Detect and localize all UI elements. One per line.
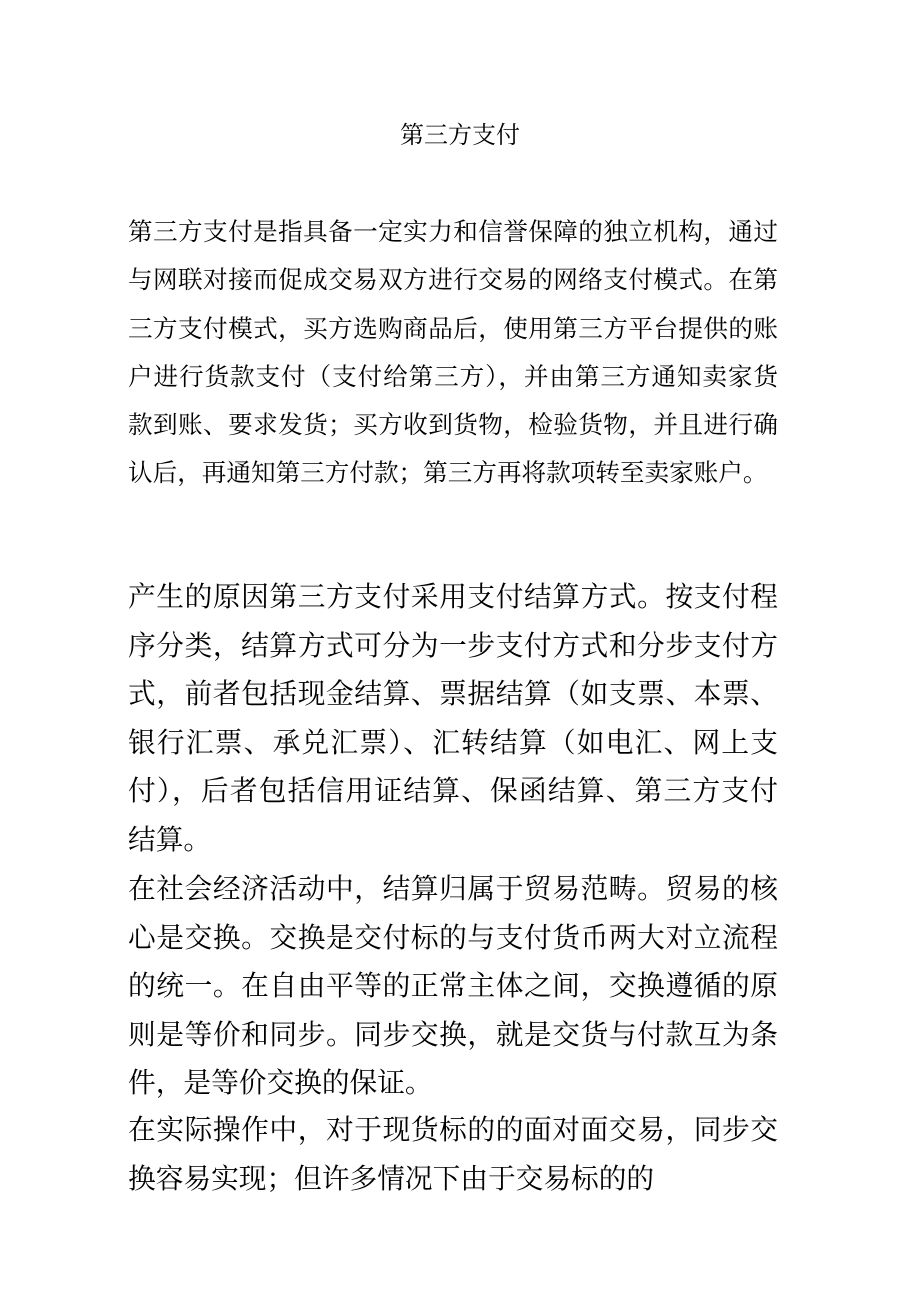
paragraph-origin: 产生的原因第三方支付采用支付结算方式。按支付程序分类，结算方式可分为一步支付方式和分步支付方式，前者包括现金结算、票据结算（如支票、本票、银行汇票、承兑汇票）、汇转结算（如电汇、网上支付），后者包括信用证结算、保函结算、第三方支付结算。	[128, 580, 778, 856]
paragraph-settlement: 在社会经济活动中，结算归属于贸易范畴。贸易的核心是交换。交换是交付标的与支付货币两大对立流程的统一。在自由平等的正常主体之间，交换遵循的原则是等价和同步。同步交换，就是交货与付款互为条件，是等价交换的保证。	[128, 872, 778, 1100]
paragraph-definition: 第三方支付是指具备一定实力和信誉保障的独立机构，通过与网联对接而促成交易双方进行交易的网络支付模式。在第三方支付模式，买方选购商品后，使用第三方平台提供的账户进行货款支付（支付给第三方），并由第三方通知卖家货款到账、要求发货；买方收到货物，检验货物，并且进行确认后，再通知第三方付款；第三方再将款项转至卖家账户。	[128, 217, 778, 488]
paragraph-practice: 在实际操作中，对于现货标的的面对面交易，同步交换容易实现；但许多情况下由于交易标的的	[128, 1113, 778, 1195]
document-title: 第三方支付	[400, 121, 520, 149]
